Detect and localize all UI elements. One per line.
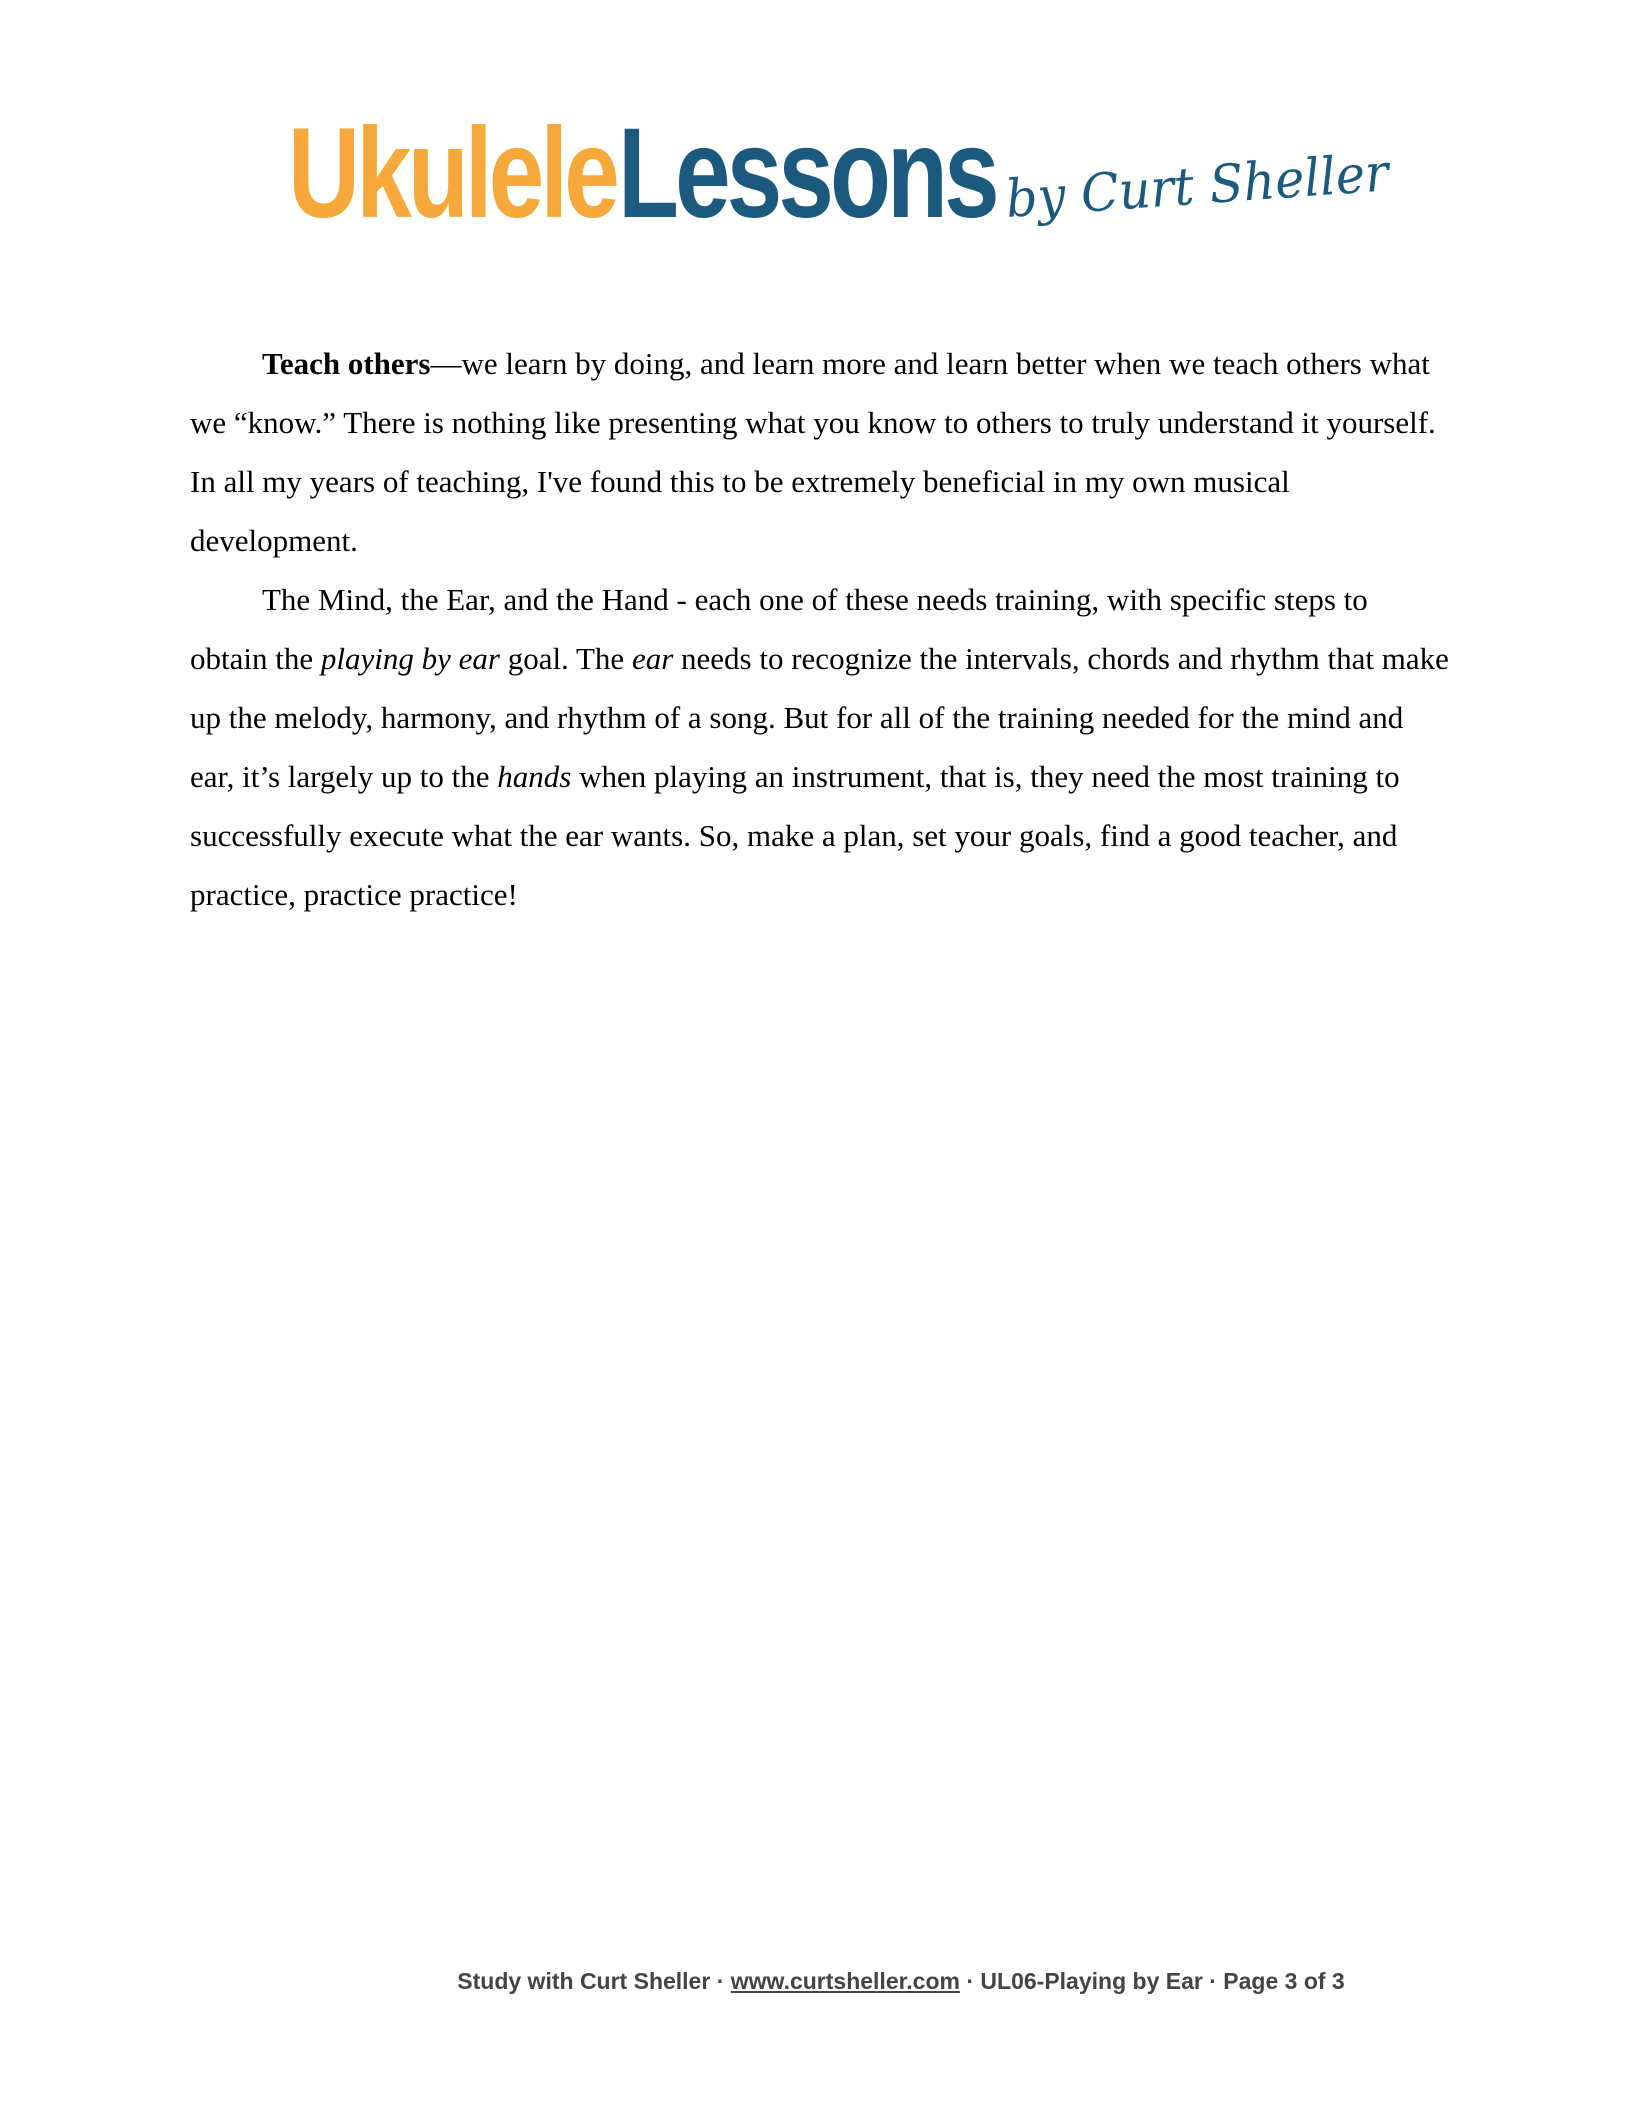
logo-word-ukulele: Ukulele [288,102,616,245]
italic-term-playing-by-ear: playing by ear [320,641,500,676]
paragraph-text: goal. The [499,641,632,676]
paragraph-mind-ear-hand [190,570,1450,924]
logo-word-lessons: Lessons [618,102,996,245]
footer-prefix: Study with Curt Sheller · [457,1968,731,1994]
paragraph-lead-bold: Teach others [262,346,431,381]
paragraph-text: when playing an instrument, that is, they need the most training to successfully execute what the ear wants. So, make a plan, set your goals, find a good teacher, and practice, practice practice! [190,759,1400,912]
paragraph-text: —we learn by doing, and learn more and learn better when we teach others what we “know.” There is nothing like presenting what you know to others to truly understand it yourself. In all my years of teaching, I've found this to be extremely beneficial in my own musical development. [190,346,1436,558]
footer-website-link[interactable]: www.curtsheller.com [730,1968,960,1994]
page-footer [0,1968,1632,1995]
lesson-body [190,334,1450,924]
ukulele-lessons-logo [288,102,1410,245]
italic-term-ear: ear [631,641,674,676]
paragraph-teach-others [190,334,1450,570]
logo-byline: by Curt Sheller [1003,143,1391,230]
paragraph-text: needs to recognize the intervals, chords and rhythm that make up the melody, harmony, and rhythm of a song. But for all of the training needed for the mind and ear, it’s largely up to the [190,641,1449,794]
italic-term-hands: hands [497,759,572,794]
paragraph-text: The Mind, the Ear, and the Hand - each one of these needs training, with specific steps to obtain the [190,582,1368,676]
footer-suffix: · UL06-Playing by Ear · Page 3 of 3 [959,1968,1345,1994]
